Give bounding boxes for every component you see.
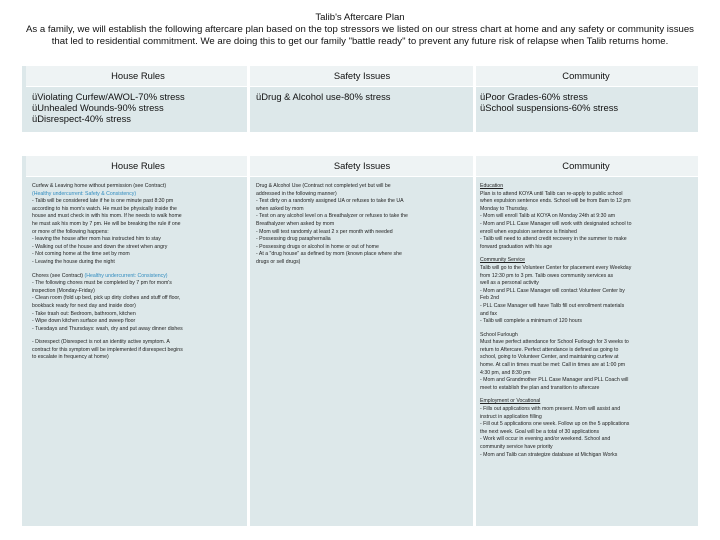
detail-line: instruct in application filling	[480, 413, 542, 420]
detail-line: - Talib will complete a minimum of 120 hours	[480, 318, 582, 325]
detail-line: - Mom and PLL Case Manager will work with designated school to	[480, 220, 632, 227]
detail-line: - Walking out of the house and down the street when angry	[32, 243, 168, 250]
detail-line: - Possessing drug paraphernalia	[256, 236, 331, 243]
summary-item: üSchool suspensions-60% stress	[480, 102, 619, 113]
detail-header-house-rules: House Rules	[26, 156, 250, 177]
detail-line: - Talib will need to attend credit recovery in the summer to make	[480, 236, 627, 243]
detail-line: Feb 2nd	[480, 295, 500, 302]
detail-line: - leaving the house after mom has instructed him to stay	[32, 236, 161, 243]
community-service-label: Community Service	[480, 257, 525, 264]
summary-safety-issues	[250, 66, 474, 132]
detail-line: house and must check in with his mom. If he needs to walk home	[32, 213, 182, 220]
column-divider	[473, 66, 476, 132]
detail-line: well as a personal activity	[480, 280, 539, 287]
detail-line: 4:30 pm, and 8:30 pm	[480, 369, 531, 376]
detail-line: community service have priority	[480, 444, 553, 450]
detail-line: inspection (Monday-Friday)	[32, 287, 95, 294]
detail-line: home. At call in times must be met: Call in times are at 1:00 pm	[480, 362, 626, 369]
summary-item: üViolating Curfew/AWOL-70% stress	[32, 91, 185, 102]
detail-line: - Test on any alcohol level on a Breathalyzer or refuses to take the	[256, 213, 408, 220]
summary-item: üPoor Grades-60% stress	[480, 91, 588, 102]
detail-line: the next week. Goal will be a total of 30 applications	[480, 428, 600, 435]
page-title: Talib's Aftercare Plan	[315, 12, 405, 23]
detail-line: according to his mom's watch. He must be physically inside the	[32, 205, 177, 212]
detail-line: Talib will go to the Volunteer Center for placement every Weekday	[480, 264, 632, 271]
school-furlough-label: School Furlough	[480, 331, 518, 338]
detail-line: return to Aftercare. Perfect attendance is defined as going to	[480, 346, 619, 353]
column-divider	[473, 156, 476, 526]
summary-community	[474, 66, 698, 132]
detail-line: - Talib will be considered late if he is one minute past 8:30 pm	[32, 198, 174, 205]
detail-line: when asked by mom	[256, 205, 304, 212]
detail-line: - PLL Case Manager will have Talib fill out enrollment materials	[480, 302, 625, 309]
summary-header-safety-issues: Safety Issues	[250, 66, 474, 87]
detail-line: - Possessing drugs or alcohol in home or out of home	[256, 243, 379, 250]
summary-item: üUnhealed Wounds-90% stress	[32, 102, 164, 113]
chores-tag: (Healthy undercurrent: Consistency)	[84, 272, 168, 279]
detail-line: Monday to Thursday.	[480, 205, 529, 212]
intro-paragraph: As a family, we will establish the following aftercare plan based on the top stressors we listed on our stress chart at home and any safety or community issues that led to residential commitment. We are doing this to get our family "battle ready" to prevent any future risk of relapse when Talib returns home.	[26, 24, 694, 47]
curfew-label: Curfew & Leaving home without permission (see Contract)	[32, 183, 167, 189]
detail-line: - Leaving the house during the night	[32, 258, 115, 265]
detail-line: and fax	[480, 310, 498, 317]
detail-line: forward graduation with his age	[480, 243, 553, 250]
detail-line: - Mom will enroll Talib at KOYA on Monday 24th at 9:30 am	[480, 213, 616, 220]
detail-line: Plan is to attend KOYA until Talib can re-apply to public school	[480, 190, 623, 197]
detail-line: school, going to Volunteer Center, and maintaining curfew at	[480, 354, 619, 361]
detail-line: - Work will occur in evening and/or weekend. School and	[480, 436, 611, 443]
detail-line: from 12:30 pm to 3 pm. Talib owes community services as	[480, 272, 614, 279]
summary-item: üDrug & Alcohol use-80% stress	[256, 91, 391, 102]
detail-safety-issues	[250, 156, 474, 526]
detail-line: when expulsion sentence ends. School will be from 8am to 12 pm	[480, 198, 631, 205]
summary-header-house-rules: House Rules	[26, 66, 250, 87]
detail-line: drugs or sell drugs)	[256, 258, 301, 265]
detail-line: contract for this symptom will be implemented if disrespect begins	[32, 346, 183, 353]
detail-line: to escalate in frequency at home)	[32, 354, 109, 361]
detail-line: Breathalyzer when asked by mom	[256, 220, 335, 227]
detail-line: - Fills out applications with mom present. Mom will assist and	[480, 406, 621, 413]
detail-line: - The following chores must be completed by 7 pm for mom's	[32, 280, 172, 287]
detail-line: - Mom and Talib can strategize database at Michigan Works	[480, 451, 618, 458]
detail-table	[22, 156, 698, 526]
detail-line: - Mom will test randomly at least 2 x per month with needed	[256, 228, 393, 235]
curfew-tag: (Healthy undercurrent: Safety & Consistency)	[32, 190, 137, 197]
summary-house-rules	[22, 66, 250, 132]
detail-community	[474, 156, 698, 526]
detail-line: enroll when expulsion sentence is finished	[480, 228, 577, 235]
detail-line: he must ask his mom by 7 pm. He will be breaking the rule if one	[32, 220, 181, 227]
detail-header-safety-issues: Safety Issues	[250, 156, 474, 177]
detail-line: - Wipe down kitchen surface and sweep floor	[32, 318, 136, 325]
summary-item: üDisrespect-40% stress	[32, 113, 131, 124]
detail-header-community: Community	[474, 156, 698, 177]
detail-line: - At a "drug house" as defined by mom (known place where she	[256, 251, 402, 258]
column-divider	[247, 156, 250, 526]
detail-line: addressed in the following manner)	[256, 190, 337, 197]
detail-line: - Clean room (fold up bed, pick up dirty clothes and stuff off floor,	[32, 295, 181, 302]
detail-line: meet to establish the plan and transition to aftercare	[480, 384, 600, 391]
education-label: Education	[480, 183, 504, 189]
detail-line: - Fill out 5 applications one week. Follow up on the 5 applications	[480, 421, 630, 428]
employment-label: Employment or Vocational	[480, 398, 541, 405]
detail-line: or more of the following happens:	[32, 228, 109, 235]
detail-line: - Disrespect (Disrespect is not an identity active symptom. A	[32, 339, 170, 346]
column-divider	[247, 66, 250, 132]
detail-line: - Test dirty on a randomly assigned UA or refuses to take the UA	[256, 198, 404, 205]
detail-line: Must have perfect attendance for School Furlough for 3 weeks to	[480, 339, 629, 346]
detail-line: - Not coming home at the time set by mom	[32, 251, 130, 258]
detail-line: - Mom and PLL Case Manager will contact Volunteer Center by	[480, 287, 625, 294]
detail-line: - Mom and Grandmother PLL Case Manager and PLL Coach will	[480, 377, 629, 384]
chores-label: Chores (see Contract)	[32, 272, 84, 279]
detail-line: - Tuesdays and Thursdays: wash, dry and put away dinner dishes	[32, 325, 183, 332]
detail-house-rules	[22, 156, 250, 526]
summary-header-community: Community	[474, 66, 698, 87]
detail-line: bookback ready for next day and inside door)	[32, 302, 136, 309]
detail-line: - Take trash out: Bedroom, bathroom, kitchen	[32, 310, 136, 317]
summary-table	[22, 66, 698, 132]
detail-line: Drug & Alcohol Use (Contract not completed yet but will be	[256, 183, 391, 189]
